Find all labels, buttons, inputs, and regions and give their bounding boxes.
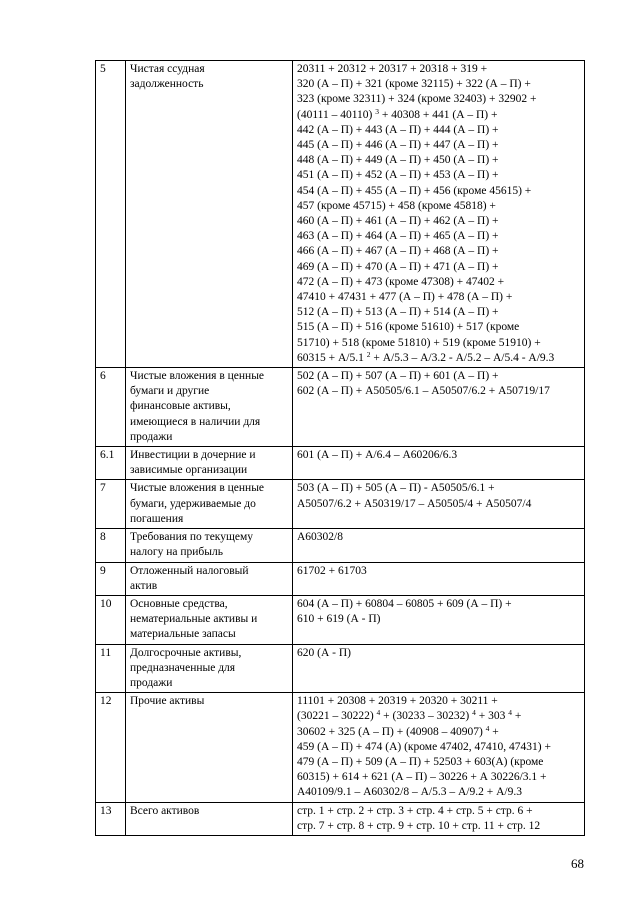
indicator-name	[126, 802, 293, 835]
account-formula	[293, 562, 585, 595]
account-formula	[293, 368, 585, 447]
footnote-mark: 4	[485, 723, 490, 733]
row-number: 12	[96, 693, 126, 802]
indicator-name	[126, 562, 293, 595]
formula-text: 460 (А – П) + 461 (А – П) + 462 (А – П) +	[297, 215, 499, 228]
footnote-mark: 3	[375, 106, 380, 116]
indicator-name-line: актив	[130, 579, 158, 592]
table-row	[96, 368, 585, 447]
row-number: 6	[96, 368, 126, 447]
formula-line	[297, 62, 580, 77]
indicator-name-line: Всего активов	[130, 804, 200, 817]
formula-text: + А/5.3 – А/3.2 - А/5.2 – А/5.4 - А/9.3	[370, 351, 555, 364]
formula-line	[297, 740, 580, 755]
formula-line	[297, 168, 580, 183]
indicator-name-line: продажи	[130, 676, 173, 689]
account-formula	[293, 595, 585, 644]
row-number: 6.1	[96, 447, 126, 480]
formula-line	[297, 184, 580, 199]
formula-text: 51710) + 518 (кроме 51810) + 519 (кроме 51910) +	[297, 336, 541, 349]
formula-line	[297, 481, 580, 496]
indicator-name-line: бумаги, удерживаемые до	[130, 497, 256, 510]
formula-text: 502 (А – П) + 507 (А – П) + 601 (А – П) +	[297, 370, 499, 383]
table-row	[96, 693, 585, 802]
formula-text: 61702 + 61703	[297, 564, 367, 577]
indicator-name-line: зависимые организации	[130, 464, 248, 477]
row-number: 5	[96, 61, 126, 368]
indicator-name-line: Чистые вложения в ценные	[130, 370, 265, 383]
formula-text: 320 (А – П) + 321 (кроме 32115) + 322 (А – П) +	[297, 78, 531, 91]
indicator-name-line: Прочие активы	[130, 695, 205, 708]
indicator-name-line: финансовые активы,	[130, 400, 231, 413]
formula-text: 448 (А – П) + 449 (А – П) + 450 (А – П) +	[297, 154, 499, 167]
formula-line	[297, 530, 580, 545]
formula-text: стр. 7 + стр. 8 + стр. 9 + стр. 10 + стр. 11 + стр. 12	[297, 819, 541, 832]
formula-line	[297, 336, 580, 351]
account-formula	[293, 480, 585, 529]
formula-line	[297, 138, 580, 153]
formula-line	[297, 804, 580, 819]
formula-line	[297, 785, 580, 800]
formula-text: +	[489, 725, 499, 738]
indicator-name	[126, 368, 293, 447]
formula-line	[297, 351, 580, 366]
indicator-name-line: материальные запасы	[130, 628, 236, 641]
formula-text: 512 (А – П) + 513 (А – П) + 514 (А – П) +	[297, 306, 499, 319]
indicator-name	[126, 529, 293, 562]
formula-text: 457 (кроме 45715) + 458 (кроме 45818) +	[297, 199, 496, 212]
table-row	[96, 562, 585, 595]
formula-text: А50507/6.2 + А50319/17 – А50505/4 + А50507/4	[297, 497, 532, 510]
formula-text: + (30233 – 30232)	[380, 710, 473, 723]
indicator-name-line: Отложенный налоговый	[130, 564, 249, 577]
formula-text: (30221 – 30222)	[297, 710, 377, 723]
formula-text: 466 (А – П) + 467 (А – П) + 468 (А – П) +	[297, 245, 499, 258]
formula-text: 601 (А – П) + А/6.4 – А60206/6.3	[297, 449, 458, 462]
formula-text: 445 (А – П) + 446 (А – П) + 447 (А – П) +	[297, 139, 499, 152]
formula-text: 479 (А – П) + 509 (А – П) + 52503 + 603(А) (кроме	[297, 755, 544, 768]
formula-line	[297, 770, 580, 785]
formula-text: + 303	[475, 710, 509, 723]
table-row	[96, 595, 585, 644]
indicator-name-line: Долгосрочные активы,	[130, 646, 242, 659]
formula-line	[297, 369, 580, 384]
formula-text: 454 (А – П) + 455 (А – П) + 456 (кроме 45615) +	[297, 184, 532, 197]
indicator-name	[126, 693, 293, 802]
formula-text: стр. 1 + стр. 2 + стр. 3 + стр. 4 + стр. 5 + стр. 6 +	[297, 804, 533, 817]
page-number: 68	[571, 856, 584, 871]
footnote-mark: 2	[366, 349, 371, 359]
formula-line	[297, 709, 580, 724]
account-formula	[293, 447, 585, 480]
assets-table-body	[96, 61, 585, 836]
account-formula	[293, 61, 585, 368]
footnote-mark: 4	[376, 708, 381, 718]
indicator-name-line: Чистые вложения в ценные	[130, 482, 265, 495]
formula-text: (40111 – 40110)	[297, 108, 376, 121]
table-row	[96, 529, 585, 562]
formula-text: 11101 + 20308 + 20319 + 20320 + 30211 +	[297, 695, 498, 708]
formula-text: 503 (А – П) + 505 (А – П) - А50505/6.1 +	[297, 482, 495, 495]
formula-text: + 40308 + 441 (А – П) +	[379, 108, 498, 121]
formula-line	[297, 564, 580, 579]
formula-line	[297, 214, 580, 229]
indicator-name	[126, 447, 293, 480]
indicator-name-line: предназначенные для	[130, 661, 236, 674]
formula-line	[297, 305, 580, 320]
indicator-name	[126, 480, 293, 529]
formula-text: 459 (А – П) + 474 (А) (кроме 47402, 47410, 47431) +	[297, 740, 551, 753]
row-number: 7	[96, 480, 126, 529]
indicator-name-line: имеющиеся в наличии для	[130, 415, 261, 428]
formula-line	[297, 229, 580, 244]
row-number: 8	[96, 529, 126, 562]
formula-line	[297, 77, 580, 92]
account-formula	[293, 802, 585, 835]
assets-table	[95, 60, 585, 836]
indicator-name-line: налогу на прибыль	[130, 546, 223, 559]
table-row	[96, 480, 585, 529]
row-number: 9	[96, 562, 126, 595]
formula-line	[297, 244, 580, 259]
formula-text: 620 (А - П)	[297, 646, 351, 659]
indicator-name	[126, 61, 293, 368]
formula-text: 30602 + 325 (А – П) + (40908 – 40907)	[297, 725, 486, 738]
formula-text: 451 (А – П) + 452 (А – П) + 453 (А – П) +	[297, 169, 499, 182]
indicator-name-line: Основные средства,	[130, 597, 228, 610]
row-number: 10	[96, 595, 126, 644]
formula-line	[297, 123, 580, 138]
formula-line	[297, 448, 580, 463]
indicator-name-line: бумаги и другие	[130, 385, 210, 398]
footnote-mark: 4	[508, 708, 512, 718]
indicator-name-line: задолженность	[130, 78, 204, 91]
indicator-name	[126, 595, 293, 644]
formula-text: 442 (А – П) + 443 (А – П) + 444 (А – П) +	[297, 123, 499, 136]
formula-text: 602 (А – П) + А50505/6.1 – А50507/6.2 + А50719/17	[297, 385, 550, 398]
formula-text: 472 (А – П) + 473 (кроме 47308) + 47402 +	[297, 275, 505, 288]
formula-text: 60315) + 614 + 621 (А – П) – 30226 + А 30226/3.1 +	[297, 771, 547, 784]
row-number: 11	[96, 644, 126, 693]
formula-line	[297, 819, 580, 834]
formula-text: 47410 + 47431 + 477 (А – П) + 478 (А – П) +	[297, 291, 513, 304]
formula-text: 20311 + 20312 + 20317 + 20318 + 319 +	[297, 63, 488, 75]
table-row	[96, 802, 585, 835]
formula-line	[297, 755, 580, 770]
formula-text: А40109/9.1 – А60302/8 – А/5.3 – А/9.2 + А/9.3	[297, 786, 522, 799]
table-row	[96, 61, 585, 368]
formula-text: 515 (А – П) + 516 (кроме 51610) + 517 (кроме	[297, 321, 520, 334]
formula-line	[297, 260, 580, 275]
indicator-name-line: продажи	[130, 430, 173, 443]
indicator-name-line: Чистая ссудная	[130, 63, 205, 75]
footnote-mark: 4	[472, 708, 476, 718]
formula-line	[297, 646, 580, 661]
account-formula	[293, 693, 585, 802]
account-formula	[293, 644, 585, 693]
indicator-name	[126, 644, 293, 693]
formula-line	[297, 320, 580, 335]
formula-line	[297, 612, 580, 627]
formula-line	[297, 108, 580, 123]
formula-text: 604 (А – П) + 60804 – 60805 + 609 (А – П) +	[297, 597, 512, 610]
table-row	[96, 447, 585, 480]
formula-line	[297, 384, 580, 399]
formula-text: 463 (А – П) + 464 (А – П) + 465 (А – П) +	[297, 230, 499, 243]
indicator-name-line: нематериальные активы и	[130, 613, 258, 626]
formula-line	[297, 275, 580, 290]
formula-line	[297, 597, 580, 612]
formula-line	[297, 497, 580, 512]
formula-line	[297, 153, 580, 168]
formula-text: 610 + 619 (А - П)	[297, 613, 381, 626]
formula-line	[297, 290, 580, 305]
formula-text: +	[511, 710, 522, 723]
indicator-name-line: погашения	[130, 512, 184, 525]
indicator-name-line: Инвестиции в дочерние и	[130, 449, 256, 462]
formula-line	[297, 92, 580, 107]
formula-text: 323 (кроме 32311) + 324 (кроме 32403) + 32902 +	[297, 93, 537, 106]
formula-line	[297, 199, 580, 214]
table-row	[96, 644, 585, 693]
indicator-name-line: Требования по текущему	[130, 531, 253, 544]
row-number: 13	[96, 802, 126, 835]
formula-text: А60302/8	[297, 531, 343, 544]
formula-text: 469 (А – П) + 470 (А – П) + 471 (А – П) +	[297, 260, 499, 273]
account-formula	[293, 529, 585, 562]
formula-line	[297, 725, 580, 740]
formula-text: 60315 + А/5.1	[297, 351, 367, 364]
formula-line	[297, 694, 580, 709]
